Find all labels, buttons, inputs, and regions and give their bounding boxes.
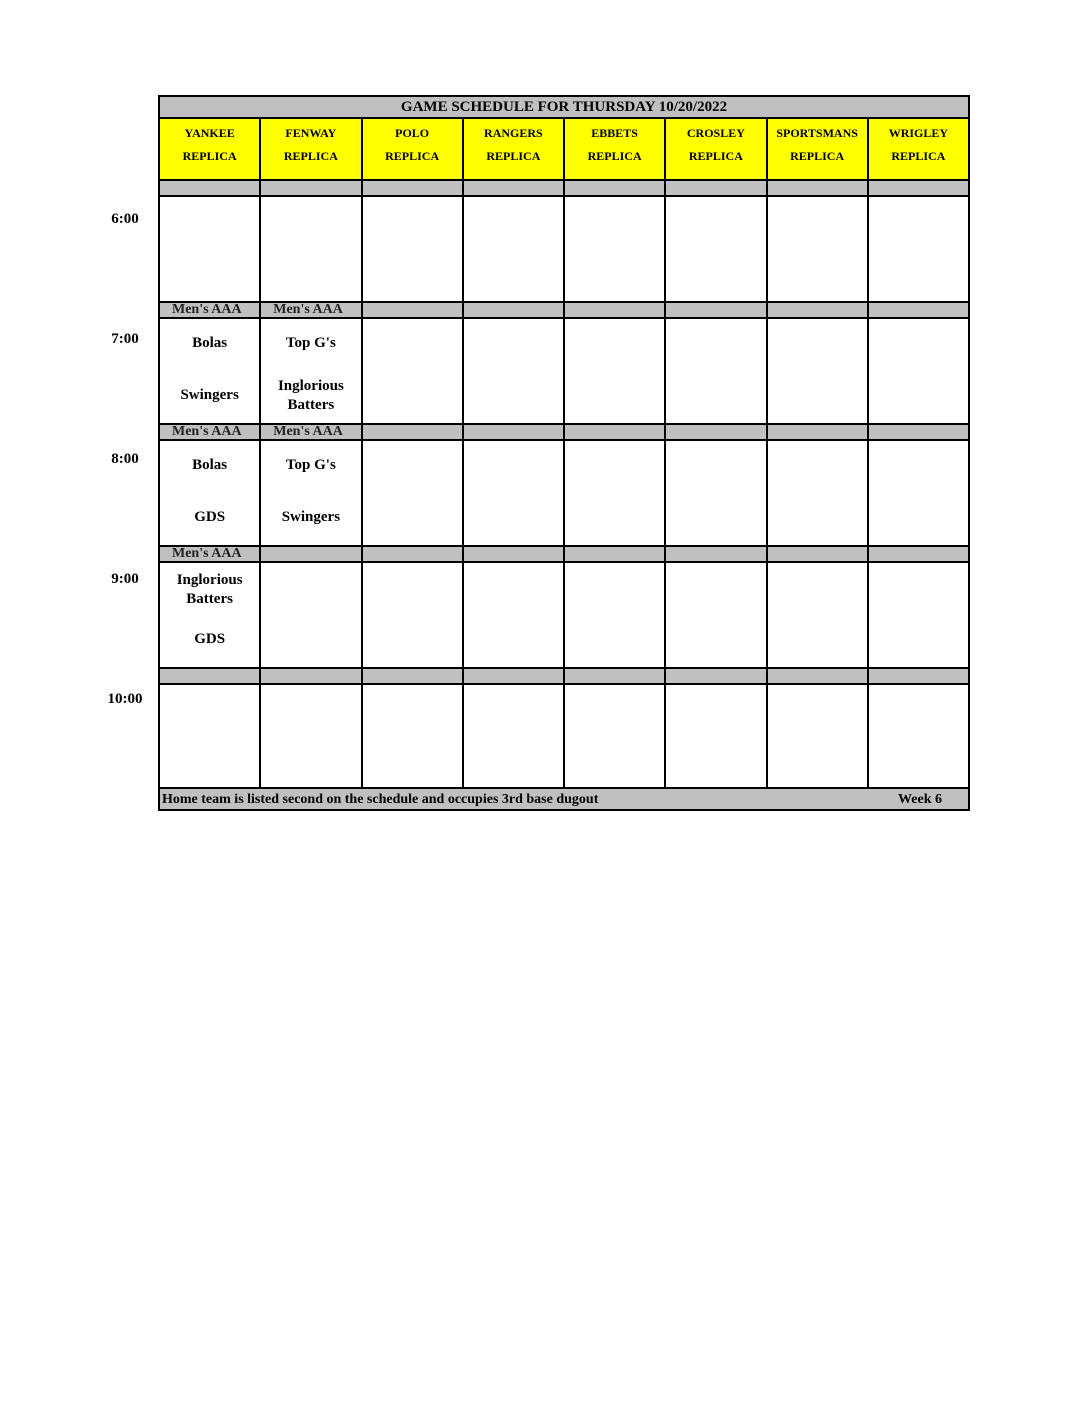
field-header-wrigley [869, 119, 968, 179]
league-label: Men's AAA [160, 547, 261, 561]
league-label [565, 425, 666, 439]
game-cell [869, 319, 968, 423]
league-label: Men's AAA [261, 425, 362, 439]
game-cell [160, 197, 261, 301]
league-label [363, 425, 464, 439]
game-cell [464, 685, 565, 787]
game-cell [666, 319, 767, 423]
away-team: Bolas [192, 335, 228, 351]
field-sub: REPLICA [486, 149, 541, 163]
game-cell [666, 197, 767, 301]
time-label: 10:00 [107, 691, 143, 707]
league-label [768, 547, 869, 561]
game-cell [363, 319, 464, 423]
home-team: GDS [194, 631, 226, 647]
league-label [464, 303, 565, 317]
league-label [768, 425, 869, 439]
time-label: 6:00 [111, 211, 139, 227]
field-name: FENWAY [285, 126, 337, 140]
league-label [768, 669, 869, 683]
time-slot-row [160, 197, 968, 303]
league-band [160, 181, 968, 197]
league-label [869, 181, 968, 195]
away-team: Inglorious Batters [176, 572, 243, 607]
home-team: GDS [194, 509, 226, 525]
league-label [768, 303, 869, 317]
game-cell [261, 441, 362, 545]
game-cell [363, 685, 464, 787]
game-cell [565, 319, 666, 423]
field-sub: REPLICA [385, 149, 440, 163]
game-cell [261, 685, 362, 787]
game-cell [160, 319, 261, 423]
game-cell [768, 563, 869, 667]
league-label: Men's AAA [160, 303, 261, 317]
field-header-crosley [666, 119, 767, 179]
home-team: Inglorious Batters [277, 378, 344, 413]
game-cell [261, 197, 362, 301]
league-label [565, 547, 666, 561]
field-header-ebbets [565, 119, 666, 179]
game-cell [464, 441, 565, 545]
league-label [666, 547, 767, 561]
game-cell [565, 441, 666, 545]
league-label [363, 547, 464, 561]
time-slot-row [160, 685, 968, 789]
field-header-yankee [160, 119, 261, 179]
league-label [565, 303, 666, 317]
game-cell [160, 563, 261, 667]
game-cell [363, 563, 464, 667]
game-cell [565, 563, 666, 667]
league-label [565, 669, 666, 683]
game-cell [160, 441, 261, 545]
field-sub: REPLICA [790, 149, 845, 163]
league-label [666, 181, 767, 195]
field-name: YANKEE [184, 126, 235, 140]
time-slot-row [160, 441, 968, 547]
away-team: Top G's [285, 335, 336, 351]
time-label: 9:00 [111, 571, 139, 587]
field-header-polo [363, 119, 464, 179]
game-cell [565, 685, 666, 787]
game-cell [666, 563, 767, 667]
league-label [565, 181, 666, 195]
field-name: POLO [395, 126, 430, 140]
field-name: CROSLEY [686, 126, 745, 140]
league-label [261, 181, 362, 195]
league-label [464, 425, 565, 439]
time-slot-row [160, 563, 968, 669]
schedule-table [158, 95, 970, 811]
home-team: Swingers [180, 387, 239, 403]
game-cell [666, 441, 767, 545]
field-name: EBBETS [591, 126, 638, 140]
league-band [160, 547, 968, 563]
game-cell [768, 441, 869, 545]
league-label [464, 669, 565, 683]
footer-note: Home team is listed second on the schedule and occupies 3rd base dugout [162, 792, 599, 807]
league-label [363, 669, 464, 683]
league-label [869, 669, 968, 683]
game-cell [160, 685, 261, 787]
league-label [869, 547, 968, 561]
league-label [363, 181, 464, 195]
league-label [768, 181, 869, 195]
league-label [666, 669, 767, 683]
field-name: WRIGLEY [888, 126, 949, 140]
field-sub: REPLICA [182, 149, 237, 163]
field-header-row [160, 119, 968, 181]
league-label [363, 303, 464, 317]
league-label [464, 181, 565, 195]
game-cell [261, 563, 362, 667]
league-band [160, 669, 968, 685]
league-label [261, 669, 362, 683]
field-header-fenway [261, 119, 362, 179]
field-header-sportsmans [768, 119, 869, 179]
game-cell [464, 563, 565, 667]
league-label [666, 303, 767, 317]
away-team: Bolas [192, 457, 228, 473]
league-label [869, 425, 968, 439]
league-label [464, 547, 565, 561]
game-cell [464, 319, 565, 423]
field-sub: REPLICA [283, 149, 338, 163]
field-sub: REPLICA [587, 149, 642, 163]
league-label [666, 425, 767, 439]
time-label: 8:00 [111, 451, 139, 467]
game-cell [869, 441, 968, 545]
game-cell [565, 197, 666, 301]
game-cell [869, 197, 968, 301]
league-label: Men's AAA [261, 303, 362, 317]
game-cell [768, 685, 869, 787]
game-cell [666, 685, 767, 787]
field-sub: REPLICA [688, 149, 743, 163]
schedule-footer [160, 789, 968, 809]
time-slot-row [160, 319, 968, 425]
league-label [261, 547, 362, 561]
league-band [160, 303, 968, 319]
league-label [160, 181, 261, 195]
game-cell [869, 685, 968, 787]
time-slots [160, 181, 968, 789]
league-label [869, 303, 968, 317]
game-cell [261, 319, 362, 423]
game-cell [363, 441, 464, 545]
league-band [160, 425, 968, 441]
league-label [160, 669, 261, 683]
game-cell [768, 319, 869, 423]
game-cell [869, 563, 968, 667]
field-header-rangers [464, 119, 565, 179]
week-label: Week 6 [898, 792, 942, 807]
league-label: Men's AAA [160, 425, 261, 439]
game-cell [464, 197, 565, 301]
game-cell [768, 197, 869, 301]
field-name: SPORTSMANS [776, 126, 858, 140]
field-sub: REPLICA [891, 149, 946, 163]
schedule-title: GAME SCHEDULE FOR THURSDAY 10/20/2022 [160, 97, 968, 119]
away-team: Top G's [285, 457, 336, 473]
field-name: RANGERS [484, 126, 543, 140]
game-cell [363, 197, 464, 301]
home-team: Swingers [281, 509, 341, 525]
time-label: 7:00 [111, 331, 139, 347]
